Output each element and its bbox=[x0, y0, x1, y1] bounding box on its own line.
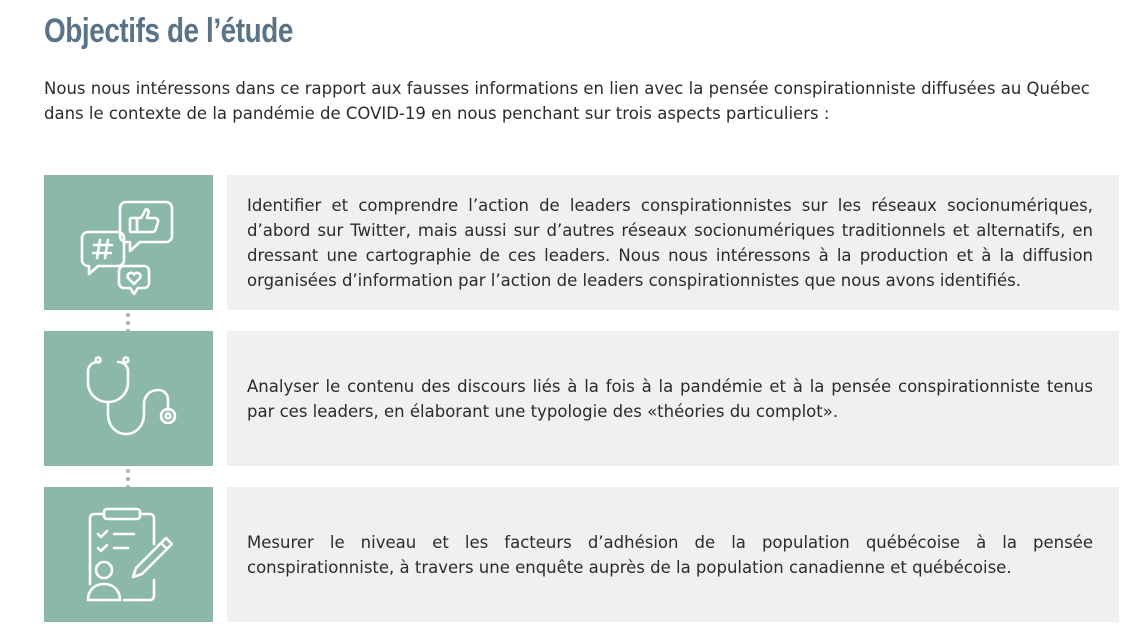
objective-row-3 bbox=[44, 487, 1119, 622]
objective-text-3: Mesurer le niveau et les facteurs d’adhésion de la population québécoise à la pensée conspirationniste, à travers une enquête auprès de la population canadienne et québécoise. bbox=[247, 532, 1093, 577]
objective-text-box-1 bbox=[227, 175, 1119, 310]
objective-text-2: Analyser le contenu des discours liés à la fois à la pandémie et à la pensée conspirationniste tenus par ces leaders, en élaborant une typologie des «théories du complot». bbox=[247, 376, 1093, 421]
objective-text-box-3 bbox=[227, 487, 1119, 622]
objective-text-box-2 bbox=[227, 331, 1119, 466]
social-media-icon bbox=[44, 175, 213, 310]
stethoscope-icon bbox=[44, 331, 213, 466]
objective-row-2 bbox=[44, 331, 1119, 466]
intro-paragraph: Nous nous intéressons dans ce rapport aux fausses informations en lien avec la pensée conspirationniste diffusées au Québec dans le contexte de la pandémie de COVID-19 en nous penchant sur trois aspects particuliers : bbox=[44, 79, 1090, 123]
survey-icon bbox=[44, 487, 213, 622]
objective-row-1 bbox=[44, 175, 1119, 310]
objective-text-1: Identifier et comprendre l’action de leaders conspirationnistes sur les réseaux socionumériques, d’abord sur Twitter, mais aussi sur d’autres réseaux socionumériques traditionnels et alternatifs, en dressant une cartographie de ces leaders. Nous nous intéressons à la production et à la diffusion organisées d’information par l’action de leaders conspirationnistes que nous avons identifiés. bbox=[247, 195, 1093, 290]
page-title: Objectifs de l’étude bbox=[44, 12, 293, 50]
